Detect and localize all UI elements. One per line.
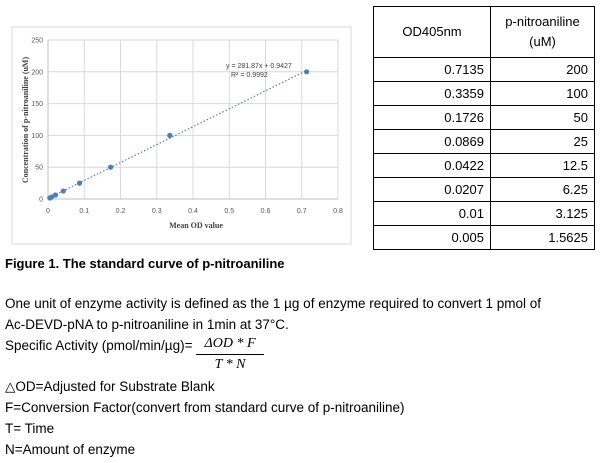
x-tick-label: 0.4 [188, 208, 198, 215]
y-tick-label: 150 [31, 101, 43, 109]
table-row [374, 106, 595, 130]
r-squared-label: R² = 0.9992 [231, 72, 268, 79]
table-row [374, 130, 595, 154]
table-row [374, 202, 595, 226]
x-tick-label: 0.7 [296, 208, 307, 215]
table-row [374, 226, 595, 250]
note-delta-od: △OD=Adjusted for Substrate Blank [5, 379, 215, 394]
chart-svg [0, 0, 353, 250]
x-tick-label: 0.3 [151, 208, 162, 215]
cell-pna: 200 [491, 58, 595, 82]
x-tick-label: 0.1 [79, 208, 90, 215]
data-point [108, 165, 113, 170]
data-table [373, 6, 595, 250]
figure-caption: Figure 1. The standard curve of p-nitroaniline [5, 256, 285, 271]
note-conversion-factor: F=Conversion Factor(convert from standard curve of p-nitroaniline) [5, 400, 405, 415]
fraction-bar [196, 354, 264, 355]
y-tick-label: 100 [31, 132, 43, 140]
x-tick-label: 0.8 [333, 208, 343, 215]
data-point [77, 181, 82, 186]
note-time: T= Time [5, 421, 55, 436]
table-row [374, 178, 595, 202]
definition-line-1: One unit of enzyme activity is defined as the 1 µg of enzyme required to convert 1 pmol of [5, 296, 542, 311]
y-tick-label: 0 [39, 196, 43, 204]
cell-pna: 100 [491, 82, 595, 106]
data-point [47, 195, 52, 200]
table-row [374, 82, 595, 106]
x-axis-title: Mean OD value [169, 221, 223, 230]
table-row [374, 58, 595, 82]
y-tick-label: 200 [31, 69, 43, 77]
cell-od: 0.005 [374, 226, 491, 250]
formula-fraction [196, 335, 264, 374]
table-header-od [374, 7, 491, 58]
standard-curve-chart [0, 0, 353, 250]
data-point [167, 133, 172, 138]
x-tick-label: 0.6 [260, 208, 271, 215]
header-pna-line1: p-nitroaniline [505, 14, 580, 29]
cell-od: 0.0422 [374, 154, 491, 178]
formula-numerator: ΔOD * F [204, 336, 256, 351]
data-point [304, 69, 309, 74]
formula-label: Specific Activity (pmol/min/µg)= [5, 338, 193, 353]
x-tick-label: 0.5 [224, 208, 235, 215]
table-header-pna [491, 7, 595, 58]
y-tick-label: 50 [35, 164, 43, 172]
x-tick-label: 0.2 [115, 208, 126, 215]
cell-od: 0.0869 [374, 130, 491, 154]
note-enzyme-amount: N=Amount of enzyme [5, 442, 136, 457]
cell-od: 0.0207 [374, 178, 491, 202]
cell-od: 0.01 [374, 202, 491, 226]
cell-pna: 50 [491, 106, 595, 130]
data-point [61, 188, 66, 193]
formula-denominator: T * N [214, 357, 246, 372]
cell-pna: 25 [491, 130, 595, 154]
header-pna-line2: (uM) [529, 34, 556, 49]
table-header-row [374, 7, 595, 58]
y-axis-title: Concentration of p-nitroaniline (uM) [21, 56, 30, 184]
cell-od: 0.3359 [374, 82, 491, 106]
cell-od: 0.7135 [374, 58, 491, 82]
cell-pna: 6.25 [491, 178, 595, 202]
cell-pna: 1.5625 [491, 226, 595, 250]
cell-pna: 12.5 [491, 154, 595, 178]
trendline-equation: y = 281.87x + 0.9427 [226, 63, 292, 70]
y-tick-label: 250 [31, 37, 43, 45]
table-row [374, 154, 595, 178]
definition-line-2: Ac-DEVD-pNA to p-nitroaniline in 1min at 37°C. [5, 317, 289, 332]
x-tick-label: 0 [46, 208, 50, 215]
cell-od: 0.1726 [374, 106, 491, 130]
header-od-label: OD405nm [402, 24, 462, 39]
cell-pna: 3.125 [491, 202, 595, 226]
